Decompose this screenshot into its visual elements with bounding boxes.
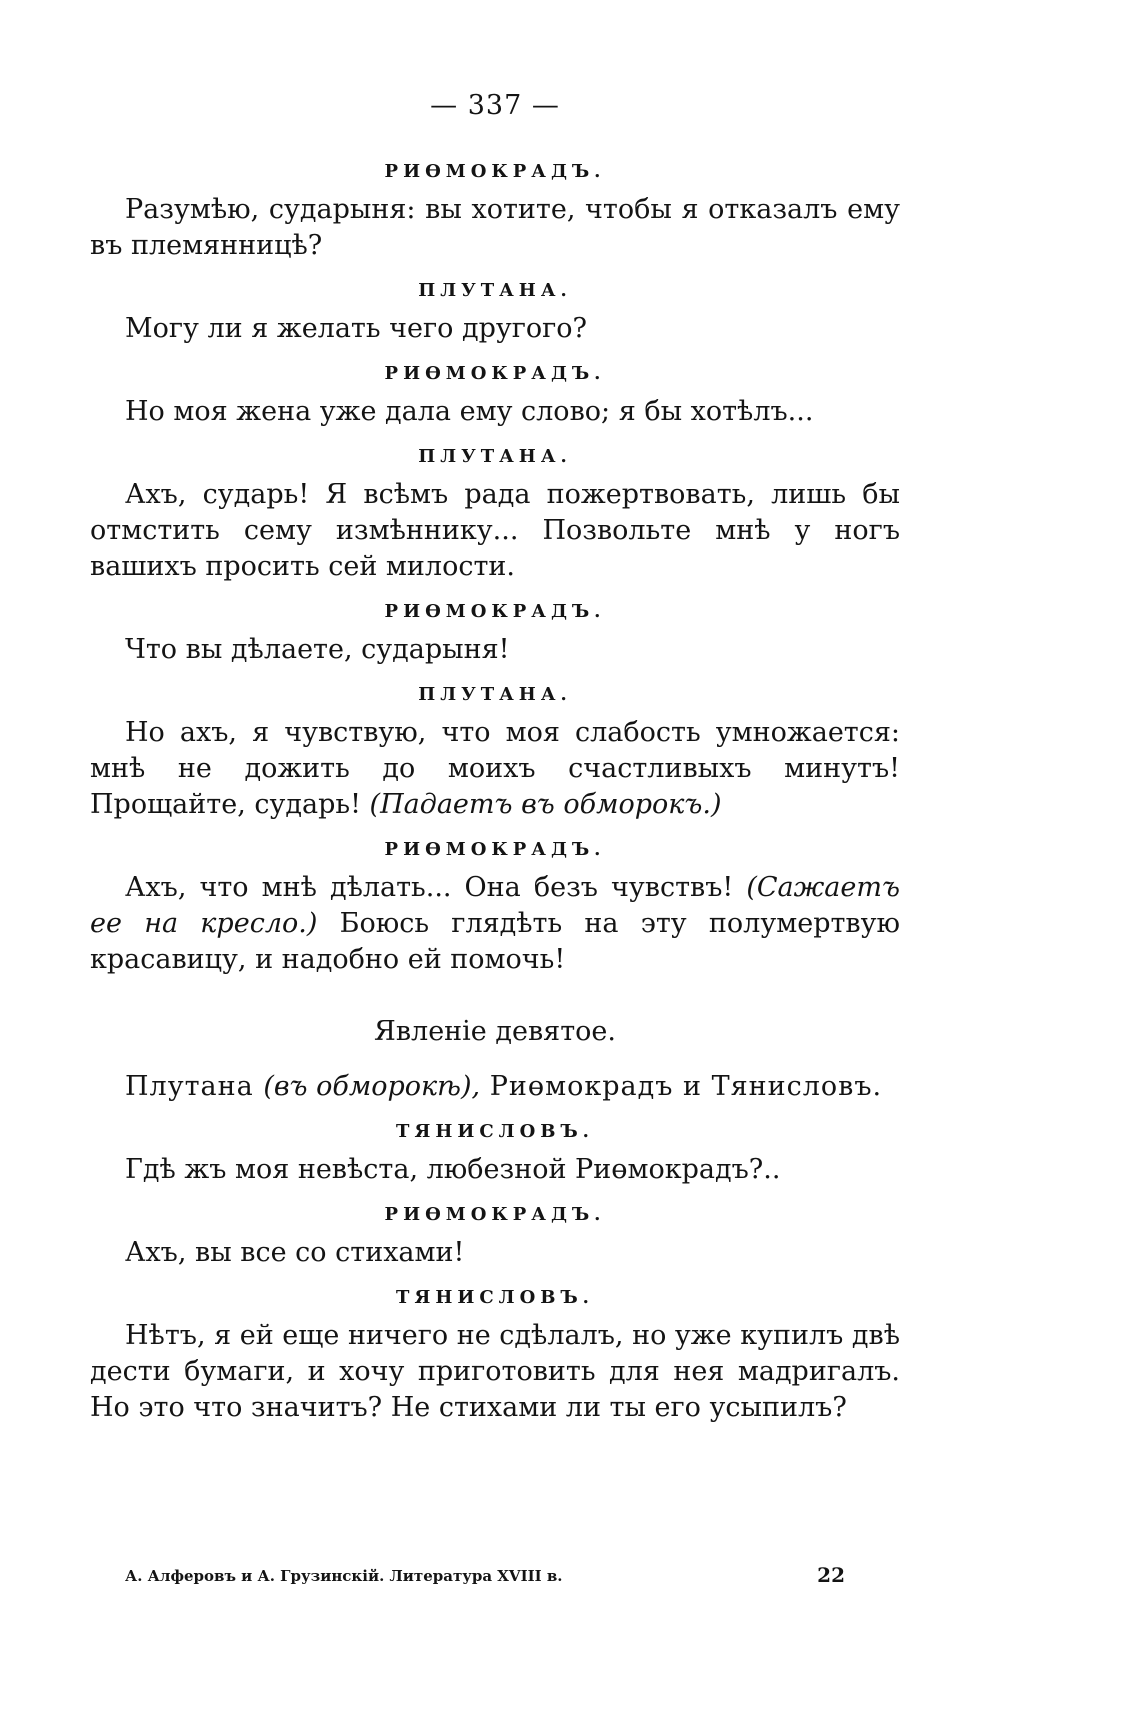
speech: Разумѣю, сударыня: вы хотите, чтобы я отказалъ ему въ племянницѣ? xyxy=(90,194,900,261)
signature-mark: 22 xyxy=(817,1563,845,1587)
stage-direction: (Сажаетъ ее на кресло.) xyxy=(90,872,900,939)
speaker-name: РИӨМОКРАДЪ. xyxy=(384,601,606,622)
speech xyxy=(90,870,900,978)
speech: Могу ли я желать чего другого? xyxy=(125,313,588,344)
speech: Что вы дѣлаете, сударыня! xyxy=(125,634,510,665)
text-column xyxy=(90,90,900,1430)
speech-text: Ахъ, что мнѣ дѣлать... Она безъ чувствъ! xyxy=(125,872,734,903)
speech: Ахъ, вы все со стихами! xyxy=(125,1237,465,1268)
speaker-name: РИӨМОКРАДЪ. xyxy=(384,161,606,182)
speaker-name: РИӨМОКРАДЪ. xyxy=(384,363,606,384)
speaker-name: ТЯНИСЛОВЪ. xyxy=(396,1121,594,1142)
scene-title: Явленіе девятое. xyxy=(374,1016,616,1047)
page-footer xyxy=(125,1563,845,1587)
speaker-name: РИӨМОКРАДЪ. xyxy=(384,1204,606,1225)
speaker-name: ПЛУТАНА. xyxy=(418,446,572,467)
speech: Но моя жена уже дала ему слово; я бы хотѣлъ... xyxy=(125,396,814,427)
speech-text: Боюсь глядѣть на эту полумертвую красавицу, и надобно ей помочь! xyxy=(90,908,901,975)
speech: Гдѣ жъ моя невѣста, любезной Риөмокрадъ?.. xyxy=(125,1154,781,1185)
speech: Нѣтъ, я ей еще ничего не сдѣлалъ, но уже купилъ двѣ дести бумаги, и хочу приготовить для нея мадригалъ. Но это что значитъ? Не стихами ли ты его усыпилъ? xyxy=(90,1320,900,1423)
stage-direction: (въ обморокѣ), xyxy=(263,1071,481,1102)
imprint: А. Алферовъ и А. Грузинскій. Литература XVIII в. xyxy=(125,1567,563,1585)
speaker-name: ПЛУТАНА. xyxy=(418,684,572,705)
speaker-name: ТЯНИСЛОВЪ. xyxy=(396,1287,594,1308)
cast-name: Плутана xyxy=(125,1071,254,1102)
speaker-name: ПЛУТАНА. xyxy=(418,280,572,301)
speech xyxy=(90,715,900,823)
speech: Ахъ, сударь! Я всѣмъ рада пожертвовать, лишь бы отмстить сему измѣннику... Позвольте мнѣ у ногъ вашихъ просить сей милости. xyxy=(90,479,900,582)
cast-name: Риөмокрадъ и Тянисловъ. xyxy=(489,1071,883,1102)
page-number: — 337 — xyxy=(430,90,560,121)
speech-text: Но ахъ, я чувствую, что моя слабость умножается: мнѣ не дожить до моихъ счастливыхъ минутъ! Прощайте, сударь! xyxy=(90,717,900,820)
cast-list xyxy=(90,1069,900,1105)
speaker-name: РИӨМОКРАДЪ. xyxy=(384,839,606,860)
stage-direction: (Падаетъ въ обморокъ.) xyxy=(369,789,722,820)
